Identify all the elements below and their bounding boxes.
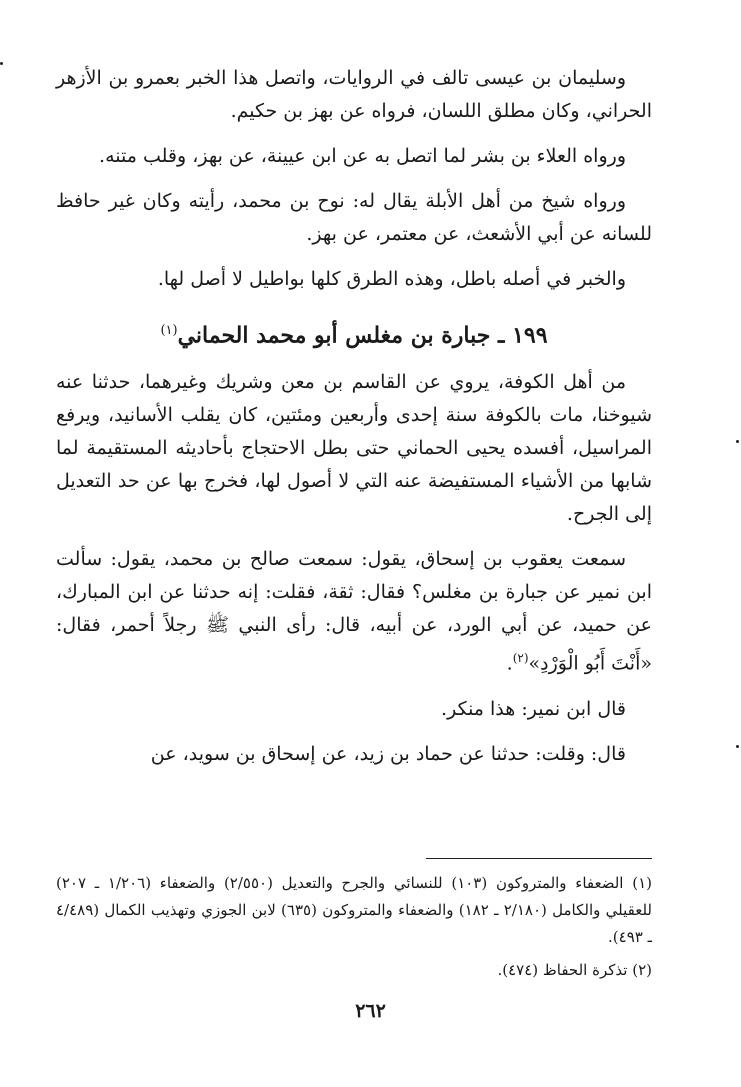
- paragraph-alaa: ورواه العلاء بن بشر لما اتصل به عن ابن عيينة، عن بهز، وقلب متنه.: [99, 145, 626, 167]
- entry-heading: [56, 314, 652, 352]
- entry-bio: من أهل الكوفة، يروي عن القاسم بن معن وشريك وغيرهما، حدثنا عنه شيوخنا، مات بالكوفة سنة إحدى وأربعين ومئتين، كان يقلب الأسانيد، ويرفع المراسيل، أفسده يحيى الحماني حتى بطل الاحتجاج بأحاديثه المستقيمة لما شابها من الأشياء المستفيضة عنه التي لا أصول لها، فخرج بها عن حد التعديل إلى الجرح.: [56, 371, 652, 526]
- entry-narration-text: سمعت يعقوب بن إسحاق، يقول: سمعت صالح بن محمد، يقول: سألت ابن نمير عن جبارة بن مغلس؟ فقال: ثقة، فقلت: إنه حدثنا عن ابن المبارك، عن حميد، عن أبي الورد، عن أبيه، قال: رأى النبي ﷺ رجلاً أحمر، فقال: «أَنْتَ أَبُو الْوَرْدِ»: [56, 548, 652, 675]
- entry-heading-text: ١٩٩ ـ جبارة بن مغلس أبو محمد الحماني: [177, 322, 548, 349]
- entry-heading-footnote-ref: (١): [160, 323, 178, 338]
- margin-mark: [0, 62, 3, 65]
- paragraph-nuh: ورواه شيخ من أهل الأبلة يقال له: نوح بن محمد، رأيته وكان غير حافظ للسانه عن أبي الأشعث، عن معتمر، عن بهز.: [56, 190, 652, 245]
- footnote-separator: [426, 858, 652, 859]
- entry-ibn-numayr: قال ابن نمير: هذا منكر.: [441, 697, 626, 720]
- margin-mark: [736, 440, 739, 443]
- footnote-2: (٢) تذكرة الحفاظ (٤٧٤).: [497, 961, 652, 979]
- paragraph-sulayman: وسليمان بن عيسى تالف في الروايات، واتصل هذا الخبر بعمرو بن الأزهر الحراني، وكان مطلق اللسان، فرواه عن بهز بن حكيم.: [56, 67, 652, 122]
- page-body: [56, 62, 652, 783]
- entry-narration-footnote-ref: (٢): [512, 651, 529, 666]
- entry-continuation: قال: وقلت: حدثنا عن حماد بن زيد، عن إسحاق بن سويد، عن: [150, 742, 626, 765]
- footnotes: [56, 870, 652, 990]
- entry-narration-end: .: [506, 652, 513, 675]
- footnote-1: (١) الضعفاء والمتروكون (١٠٣) للنسائي والجرح والتعديل (٢/٥٥٠) والضعفاء (١/٢٠٦ ـ ٢٠٧) للعقيلي والكامل (٢/١٨٠ ـ ١٨٢) والضعفاء والمتروكون (٦٣٥) لابن الجوزي وتهذيب الكمال (٤/٤٨٩ ـ ٤٩٣).: [56, 874, 652, 946]
- paragraph-conclusion: والخبر في أصله باطل، وهذه الطرق كلها بواطيل لا أصل لها.: [157, 268, 626, 290]
- margin-mark: [736, 745, 739, 748]
- entry-narration: [56, 543, 652, 680]
- page-number: ٢٦٢: [355, 1000, 386, 1022]
